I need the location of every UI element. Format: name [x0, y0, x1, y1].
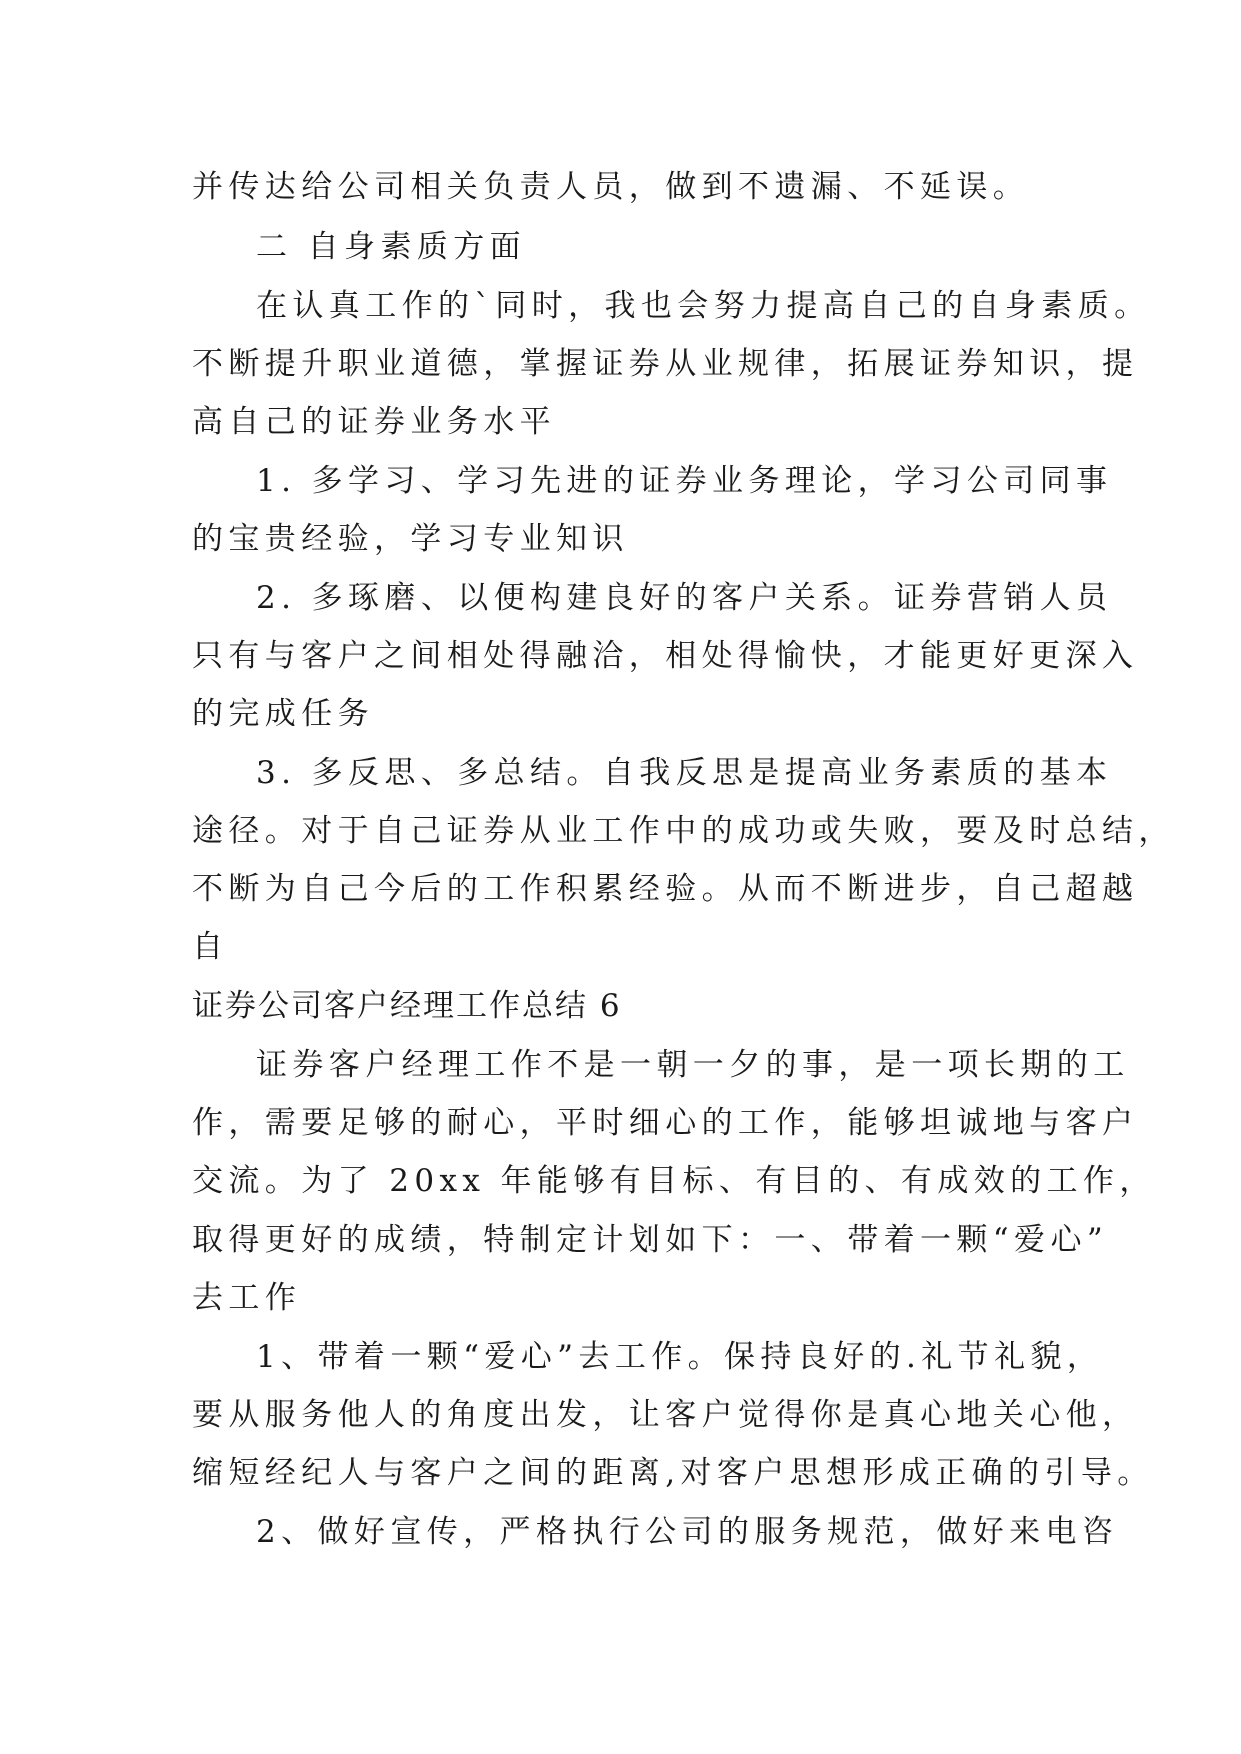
list-item: 2. 多琢磨、以便构建良好的客户关系。证券营销人员	[256, 580, 1113, 616]
paragraph-line: 不断为自己今后的工作积累经验。从而不断进步，自己超越	[192, 871, 1139, 907]
paragraph-line: 并传达给公司相关负责人员，做到不遗漏、不延误。	[192, 169, 1030, 205]
document-title: 证券公司客户经理工作总结 6	[192, 988, 622, 1024]
paragraph-line: 要从服务他人的角度出发，让客户觉得你是真心地关心他，	[192, 1397, 1139, 1433]
paragraph-line: 在认真工作的`同时，我也会努力提高自己的自身素质。	[256, 288, 1151, 324]
paragraph-line: 只有与客户之间相处得融洽，相处得愉快，才能更好更深入	[192, 638, 1139, 674]
paragraph-line: 的完成任务	[192, 696, 374, 732]
paragraph-line: 证券客户经理工作不是一朝一夕的事，是一项长期的工	[256, 1047, 1130, 1083]
paragraph-line: 缩短经纪人与客户之间的距离,对客户思想形成正确的引导。	[192, 1455, 1154, 1491]
paragraph-line: 交流。为了 20xx 年能够有目标、有目的、有成效的工作，	[192, 1163, 1156, 1199]
list-item: 2、做好宣传，严格执行公司的服务规范，做好来电咨	[256, 1514, 1119, 1550]
paragraph-line: 自	[192, 929, 229, 965]
paragraph-line: 去工作	[192, 1280, 302, 1316]
paragraph-line: 途径。对于自己证券从业工作中的成功或失败，要及时总结，	[192, 813, 1175, 849]
paragraph-line: 的宝贵经验，学习专业知识	[192, 521, 629, 557]
section-heading: 二 自身素质方面	[256, 229, 527, 265]
paragraph-line: 取得更好的成绩，特制定计划如下：一、带着一颗“爱心”	[192, 1222, 1109, 1258]
paragraph-line: 不断提升职业道德，掌握证券从业规律，拓展证券知识，提	[192, 346, 1139, 382]
paragraph-line: 作，需要足够的耐心，平时细心的工作，能够坦诚地与客户	[192, 1105, 1139, 1141]
list-item: 3. 多反思、多总结。自我反思是提高业务素质的基本	[256, 755, 1113, 791]
paragraph-line: 高自己的证券业务水平	[192, 404, 556, 440]
list-item: 1、带着一颗“爱心”去工作。保持良好的.礼节礼貌，	[256, 1339, 1104, 1375]
list-item: 1. 多学习、学习先进的证券业务理论，学习公司同事	[256, 463, 1113, 499]
